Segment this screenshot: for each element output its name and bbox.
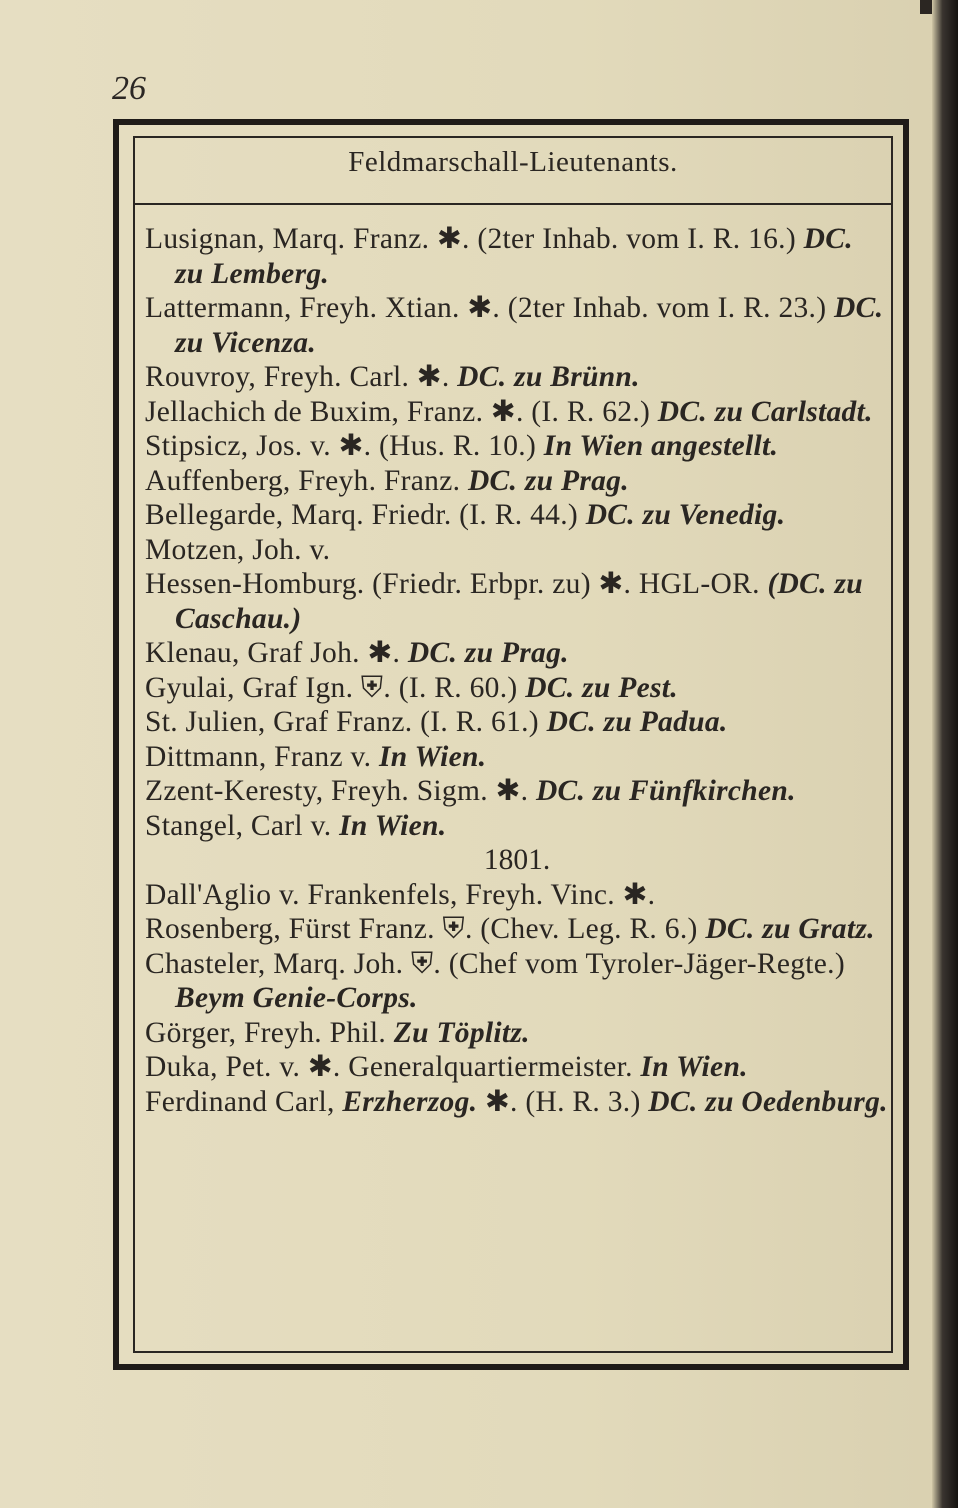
officer-entry — [145, 291, 889, 360]
officer-entry — [145, 947, 889, 1016]
entry-name: Rouvroy, Freyh. Carl. ✱. — [145, 361, 458, 393]
entry-name: Rosenberg, Fürst Franz. ⛨. (Chev. Leg. R. 6.) — [145, 913, 706, 945]
entry-name: Hessen-Homburg. (Friedr. Erbpr. zu) ✱. HGL-OR. — [145, 568, 768, 600]
entry-name: Motzen, Joh. v. — [145, 533, 331, 566]
section-heading: Feldmarschall-Lieutenants. — [348, 146, 678, 178]
entry-name: Stipsicz, Jos. v. ✱. (Hus. R. 10.) — [145, 430, 544, 462]
entry-posting: Beym Genie-Corps. — [175, 982, 418, 1014]
entry-posting: Zu Töplitz. — [393, 1016, 530, 1049]
officer-entry — [145, 498, 889, 533]
officer-entry — [145, 809, 889, 844]
entry-posting: DC. zu Fünfkirchen. — [535, 775, 796, 807]
spine-corner — [920, 0, 932, 14]
officer-entry — [145, 705, 889, 740]
entry-posting: DC. zu Lemberg. — [175, 223, 853, 290]
officer-entry — [145, 222, 889, 291]
officer-entry — [145, 774, 889, 809]
officer-list — [145, 222, 889, 1119]
officer-entry — [145, 912, 889, 947]
entry-name: Jellachich de Buxim, Franz. ✱. (I. R. 62.) — [145, 395, 658, 428]
year-heading: 1801. — [483, 844, 551, 876]
entry-posting: DC. zu Prag. — [407, 637, 569, 669]
entry-posting: DC. zu Venedig. — [585, 499, 786, 531]
entry-name: Dittmann, Franz v. — [145, 740, 380, 773]
entry-name: Görger, Freyh. Phil. — [145, 1016, 394, 1049]
entry-name: Auffenberg, Freyh. Franz. — [145, 464, 468, 497]
entry-posting: DC. zu Padua. — [546, 706, 728, 738]
entry-posting: DC. zu Carlstadt. — [657, 395, 873, 428]
book-spine-shadow — [932, 0, 958, 1508]
entry-posting: DC. zu Prag. — [467, 464, 629, 497]
entry-name: Ferdinand Carl, — [145, 1085, 343, 1118]
entry-name: ✱. (H. R. 3.) — [477, 1085, 649, 1118]
officer-entry — [145, 1050, 889, 1085]
entry-name: Zzent-Keresty, Freyh. Sigm. ✱. — [145, 775, 536, 807]
entry-name: Stangel, Carl v. — [145, 809, 340, 842]
officer-entry — [145, 671, 889, 706]
page-number: 26 — [112, 70, 146, 107]
officer-entry — [145, 636, 889, 671]
entry-name: Klenau, Graf Joh. ✱. — [145, 637, 408, 669]
officer-entry — [145, 464, 889, 499]
entry-posting: DC. zu Gratz. — [705, 913, 875, 945]
entry-name: Bellegarde, Marq. Friedr. (I. R. 44.) — [145, 499, 586, 531]
officer-entry — [145, 1085, 889, 1120]
officer-entry — [145, 1016, 889, 1051]
entry-name: Chasteler, Marq. Joh. ⛨. (Chef vom Tyroler-Jäger-Regte.) — [145, 947, 845, 980]
entry-name: Lusignan, Marq. Franz. ✱. (2ter Inhab. vom I. R. 16.) — [145, 223, 804, 255]
entry-posting: (DC. zu Caschau.) — [175, 568, 863, 635]
entry-posting: In Wien. — [640, 1051, 748, 1083]
officer-entry — [145, 395, 889, 430]
officer-entry — [145, 533, 889, 568]
entry-posting: In Wien. — [339, 809, 447, 842]
entry-posting: DC. zu Brünn. — [457, 361, 640, 393]
officer-entry — [145, 567, 889, 636]
officer-entry — [145, 429, 889, 464]
entry-name: Dall'Aglio v. Frankenfels, Freyh. Vinc. ✱. — [145, 878, 656, 911]
entry-posting: DC. zu Vicenza. — [175, 292, 884, 359]
entry-name: Duka, Pet. v. ✱. Generalquartiermeister. — [145, 1051, 641, 1083]
entry-posting: In Wien angestellt. — [543, 430, 779, 462]
entry-name: St. Julien, Graf Franz. (I. R. 61.) — [145, 706, 547, 738]
officer-entry — [145, 740, 889, 775]
entry-posting: In Wien. — [379, 740, 487, 773]
entry-posting: DC. zu Oedenburg. — [648, 1085, 888, 1118]
entry-posting: DC. zu Pest. — [525, 671, 678, 704]
officer-entry — [145, 878, 889, 913]
officer-entry — [145, 360, 889, 395]
entry-name: Lattermann, Freyh. Xtian. ✱. (2ter Inhab. vom I. R. 23.) — [145, 292, 835, 324]
heading-divider — [135, 203, 891, 205]
entry-posting: Erzherzog. — [342, 1085, 478, 1118]
entry-name: Gyulai, Graf Ign. ⛨. (I. R. 60.) — [145, 671, 526, 704]
